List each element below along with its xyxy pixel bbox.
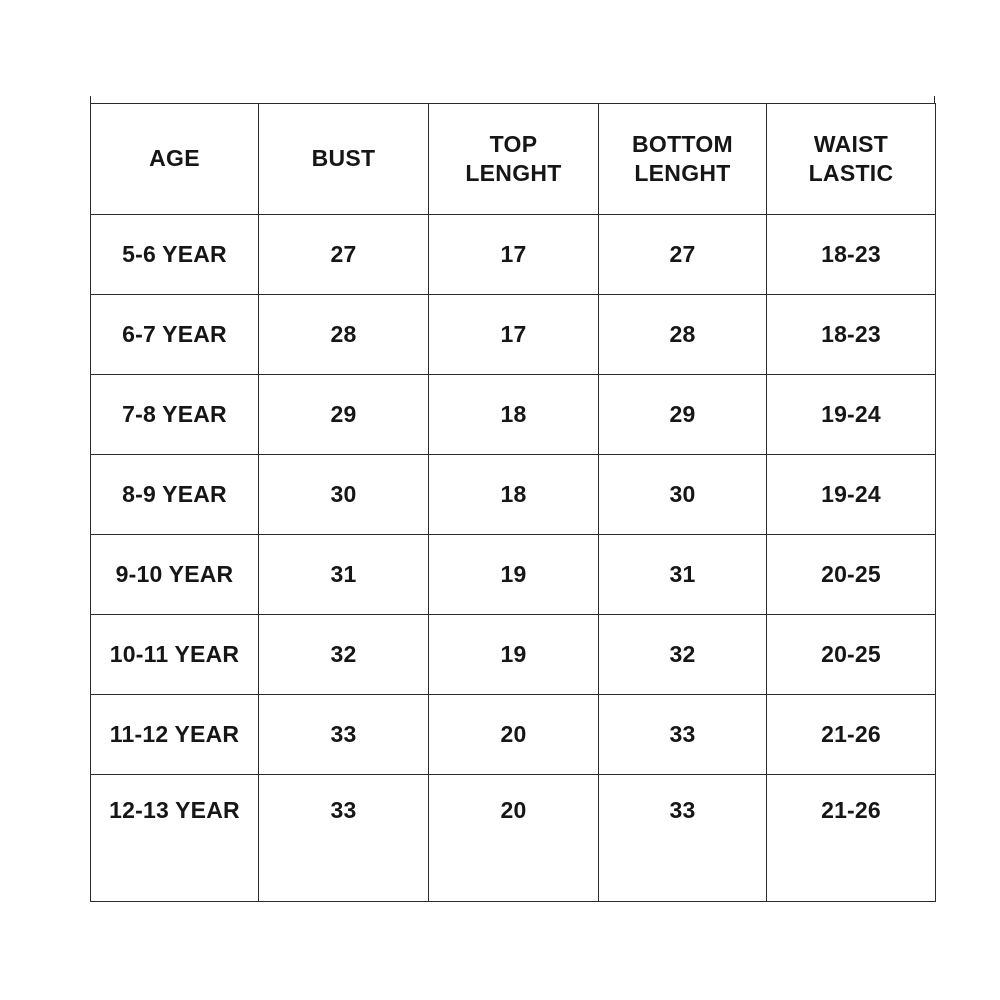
table-row	[91, 375, 936, 455]
column-header-age	[91, 104, 259, 215]
cell-bottom-lenght: 29	[599, 375, 767, 455]
table-row	[91, 695, 936, 775]
column-header-waist-lastic	[767, 104, 936, 215]
cell-age: 12-13 YEAR	[91, 775, 259, 902]
column-header-bust	[259, 104, 429, 215]
column-header-top-lenght-line-1: TOP	[489, 130, 538, 157]
cell-bust: 28	[259, 295, 429, 375]
cell-age: 10-11 YEAR	[91, 615, 259, 695]
cell-bottom-lenght: 32	[599, 615, 767, 695]
column-header-bottom-lenght-line-2: LENGHT	[634, 160, 731, 186]
table-row	[91, 215, 936, 295]
size-chart-container	[90, 103, 935, 902]
cell-bust: 33	[259, 775, 429, 902]
cell-bust: 30	[259, 455, 429, 535]
cell-age: 8-9 YEAR	[91, 455, 259, 535]
cell-waist-lastic: 18-23	[767, 295, 936, 375]
cell-top-lenght: 17	[429, 215, 599, 295]
column-header-bottom-lenght-line-1: BOTTOM	[631, 130, 734, 157]
cell-waist-lastic: 20-25	[767, 615, 936, 695]
cell-bottom-lenght: 28	[599, 295, 767, 375]
column-header-top-lenght-line-2: LENGHT	[465, 160, 562, 186]
table-row	[91, 295, 936, 375]
cell-top-lenght: 20	[429, 775, 599, 902]
table-row	[91, 775, 936, 902]
column-header-waist-lastic-line-2: LASTIC	[808, 160, 894, 186]
cell-bust: 31	[259, 535, 429, 615]
cell-waist-lastic: 21-26	[767, 695, 936, 775]
table-row	[91, 535, 936, 615]
column-header-age-line-1: AGE	[149, 145, 200, 172]
cell-top-lenght: 18	[429, 375, 599, 455]
cell-top-lenght: 19	[429, 615, 599, 695]
cell-bottom-lenght: 30	[599, 455, 767, 535]
cell-bust: 27	[259, 215, 429, 295]
cell-bottom-lenght: 31	[599, 535, 767, 615]
cell-top-lenght: 20	[429, 695, 599, 775]
cell-waist-lastic: 19-24	[767, 455, 936, 535]
cell-age: 11-12 YEAR	[91, 695, 259, 775]
cell-top-lenght: 17	[429, 295, 599, 375]
table-header-row	[91, 104, 936, 215]
cell-bottom-lenght: 27	[599, 215, 767, 295]
cell-top-lenght: 18	[429, 455, 599, 535]
table-row	[91, 455, 936, 535]
cell-age: 9-10 YEAR	[91, 535, 259, 615]
cell-bottom-lenght: 33	[599, 695, 767, 775]
cell-waist-lastic: 18-23	[767, 215, 936, 295]
cell-bust: 32	[259, 615, 429, 695]
size-chart-table	[90, 103, 936, 902]
cell-bust: 29	[259, 375, 429, 455]
column-header-bottom-lenght	[599, 104, 767, 215]
cell-waist-lastic: 19-24	[767, 375, 936, 455]
table-row	[91, 615, 936, 695]
cell-top-lenght: 19	[429, 535, 599, 615]
column-header-waist-lastic-line-1: WAIST	[813, 130, 889, 157]
cell-bust: 33	[259, 695, 429, 775]
cell-age: 6-7 YEAR	[91, 295, 259, 375]
column-header-bust-line-1: BUST	[311, 145, 376, 172]
column-header-top-lenght	[429, 104, 599, 215]
table-body	[91, 215, 936, 902]
cell-bottom-lenght: 33	[599, 775, 767, 902]
table-header	[91, 104, 936, 215]
cell-age: 7-8 YEAR	[91, 375, 259, 455]
cell-waist-lastic: 20-25	[767, 535, 936, 615]
cell-waist-lastic: 21-26	[767, 775, 936, 902]
cell-age: 5-6 YEAR	[91, 215, 259, 295]
